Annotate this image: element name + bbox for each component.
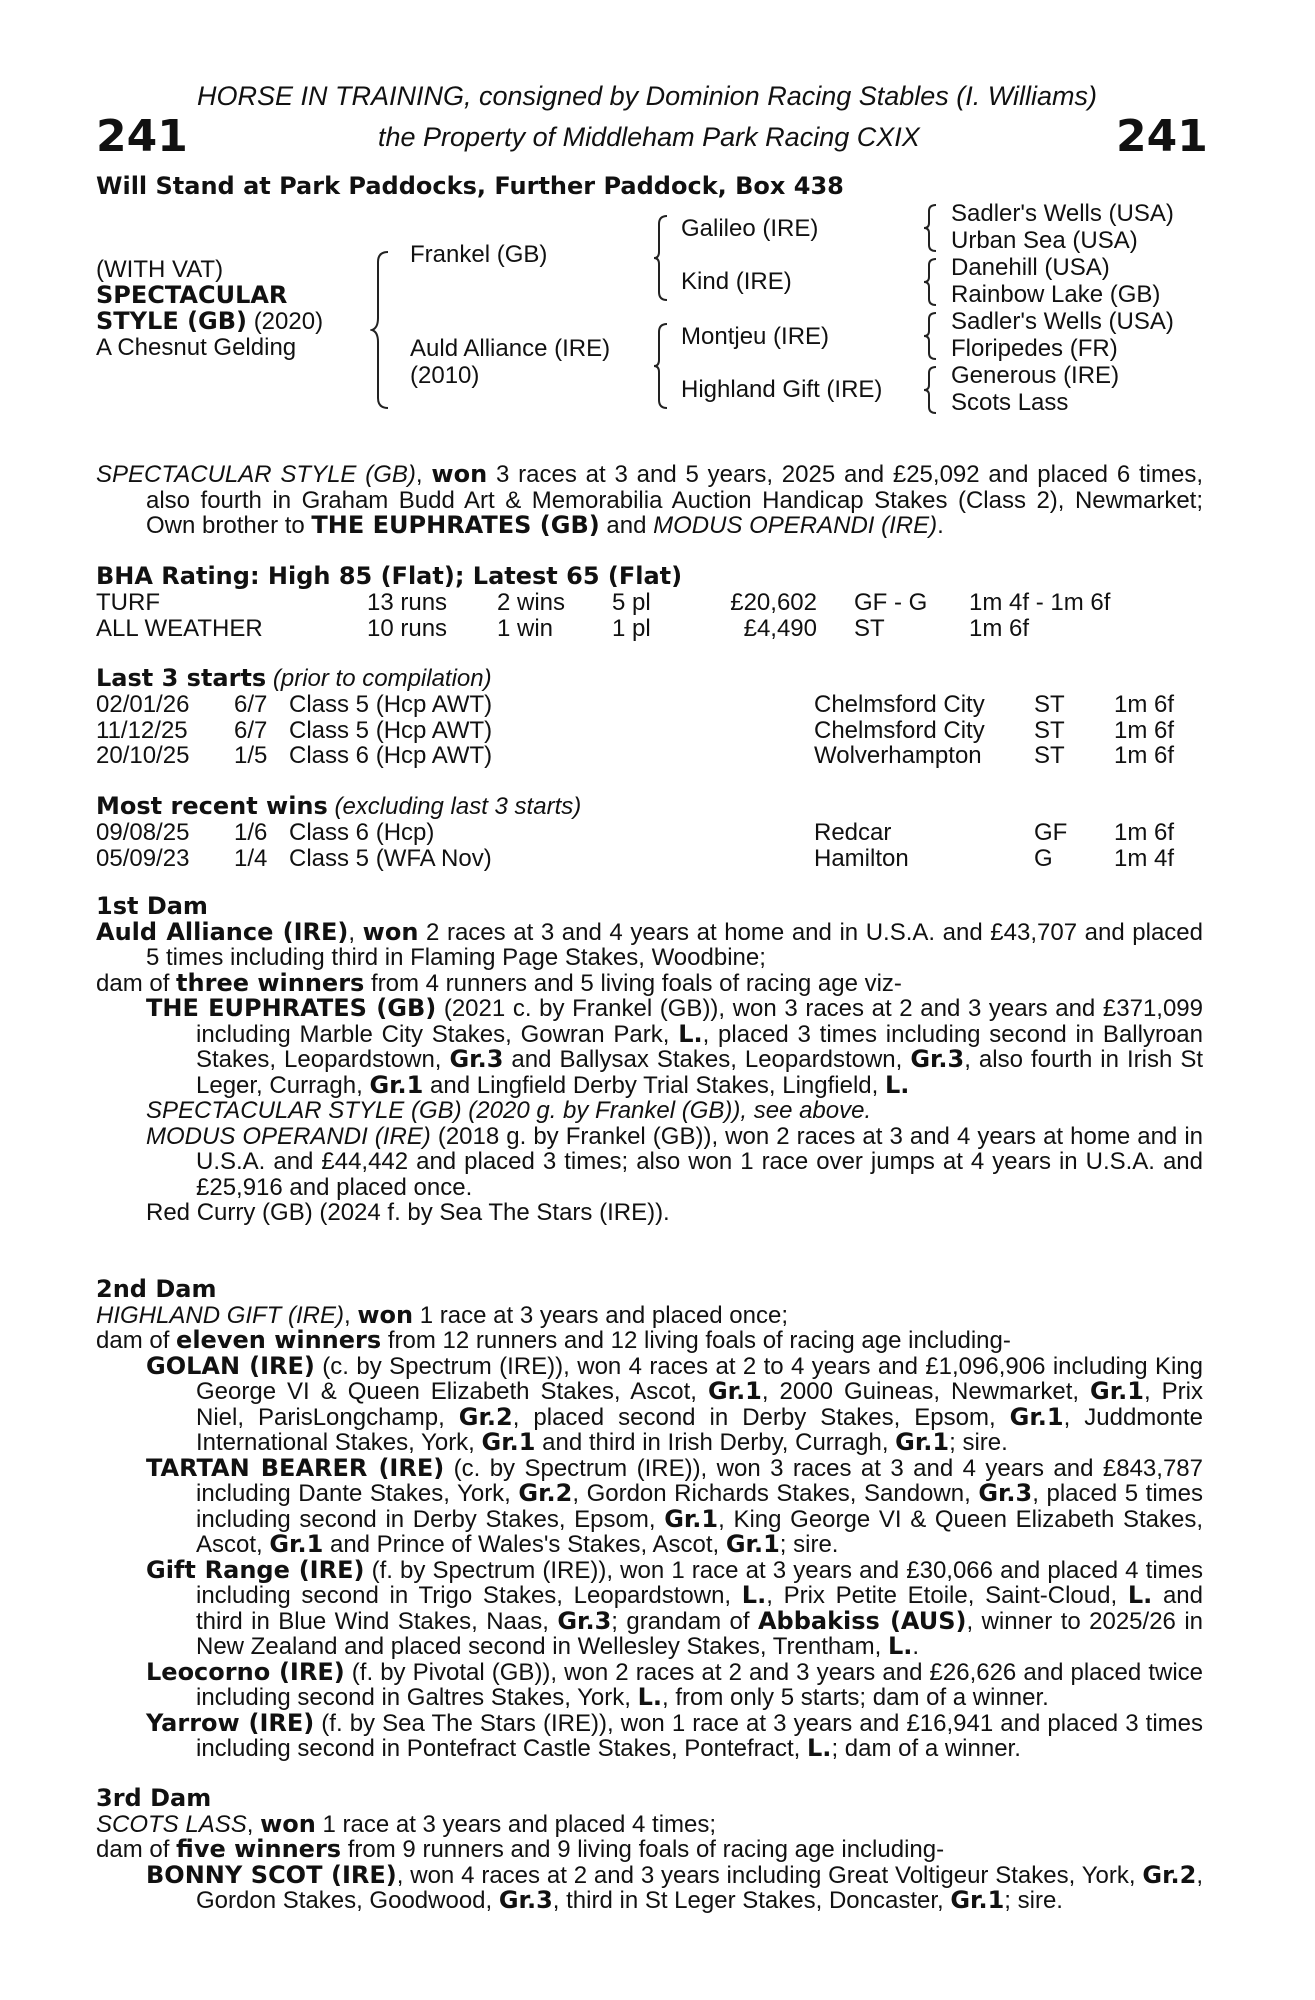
- second-dam-section: 2nd Dam HIGHLAND GIFT (IRE), won 1 race at 3 years and placed once; dam of eleven winners from 12 runners and 12 living foals of racing age including- GOLAN (IRE) (c. by Spectrum (IRE)), won 4 races at 2 to 4 years and £1,096,906 including King George VI & Queen Elizabeth Stakes, Ascot, Gr.1, 2000 Guineas, Newmarket, Gr.1, Prix Niel, ParisLongchamp, Gr.2, placed second in Derby Stakes, Epsom, Gr.1, Juddmonte International Stakes, York, Gr.1 and third in Irish Derby, Curragh, Gr.1; sire. TARTAN BEARER (IRE) (c. by Spectrum (IRE)), won 3 races at 3 and 4 years and £843,787 including Dante Stakes, York, Gr.2, Gordon Richards Stakes, Sandown, Gr.3, placed 5 times including second in Derby Stakes, Epsom, Gr.1, King George VI & Queen Elizabeth Stakes, Ascot, Gr.1 and Prince of Wales's Stakes, Ascot, Gr.1; sire. Gift Range (IRE) (f. by Spectrum (IRE)), won 1 race at 3 years and £30,066 and placed 4 times including second in Trigo Stakes, Leopardstown, L., Prix Petite Etoile, Saint-Cloud, L. and third in Blue Wind Stakes, Naas, Gr.3; grandam of Abbakiss (AUS), winner to 2025/26 in New Zealand and placed second in Wellesley Stakes, Trentham, L.. Leocorno (IRE) (f. by Pivotal (GB)), won 2 races at 2 and 3 years and £26,626 and placed twice including second in Galtres Stakes, York, L., from only 5 starts; dam of a winner. Yarrow (IRE) (f. by Sea The Stars (IRE)), won 1 race at 3 years and £16,941 and placed 3 times including second in Pontefract Castle Stakes, Pontefract, L.; dam of a winner.: [96, 1275, 1203, 1762]
- recent-wins-table: [96, 820, 1174, 871]
- grandsire-g4: Rainbow Lake (GB): [951, 281, 1161, 308]
- horse-name-line1: SPECTACULAR: [96, 281, 288, 309]
- property-line: the Property of Middleham Park Racing CXIX: [378, 122, 920, 152]
- grandsire-g6: Floripedes (FR): [951, 335, 1118, 362]
- sire-dam: Kind (IRE): [681, 268, 792, 295]
- lot-number-right: 241: [1116, 111, 1208, 162]
- dam-dam: Highland Gift (IRE): [681, 376, 883, 403]
- grandsire-g3: Danehill (USA): [951, 254, 1110, 281]
- third-dam-heading: 3rd Dam: [96, 1784, 212, 1812]
- dam-year: (2010): [410, 362, 480, 389]
- sire: Frankel (GB): [410, 241, 548, 268]
- horse-description: A Chesnut Gelding: [96, 334, 297, 361]
- table-row: 05/09/23 1/4 Class 5 (WFA Nov) Hamilton G 1m 4f: [96, 844, 1175, 872]
- grandsire-g2: Urban Sea (USA): [951, 227, 1138, 254]
- lot-number-left: 241: [96, 111, 188, 162]
- grandsire-g5: Sadler's Wells (USA): [951, 308, 1174, 335]
- table-row: 20/10/25 1/5 Class 6 (Hcp AWT) Wolverhampton ST 1m 6f: [96, 742, 1175, 769]
- recent-wins-heading: Most recent wins (excluding last 3 starts): [96, 792, 582, 820]
- pedigree-brace-g2: [922, 257, 940, 307]
- grandsire-g8: Scots Lass: [951, 389, 1069, 416]
- table-row: 11/12/25 6/7 Class 5 (Hcp AWT) Chelmsford City ST 1m 6f: [96, 716, 1175, 744]
- stable-location: Will Stand at Park Paddocks, Further Paddock, Box 438: [96, 172, 844, 200]
- sire-sire: Galileo (IRE): [681, 215, 819, 242]
- rating-table: [96, 590, 1110, 641]
- table-row: 09/08/25 1/6 Class 6 (Hcp) Redcar GF 1m 6f: [96, 819, 1175, 846]
- first-dam-heading: 1st Dam: [96, 892, 208, 920]
- last-starts-heading: Last 3 starts (prior to compilation): [96, 664, 492, 692]
- pedigree-brace-g4: [922, 365, 940, 415]
- pedigree-brace-dam: [652, 322, 672, 410]
- table-row: 02/01/26 6/7 Class 5 (Hcp AWT) Chelmsford City ST 1m 6f: [96, 691, 1175, 718]
- pedigree-brace-main: [370, 250, 394, 410]
- dam-sire: Montjeu (IRE): [681, 323, 830, 350]
- first-dam-section: 1st Dam Auld Alliance (IRE), won 2 races at 3 and 4 years at home and in U.S.A. and £43,707 and placed 5 times including third in Flaming Page Stakes, Woodbine; dam of three winners from 4 runners and 5 living foals of racing age viz- THE EUPHRATES (GB) (2021 c. by Frankel (GB)), won 3 races at 2 and 3 years and £371,099 including Marble City Stakes, Gowran Park, L., placed 3 times including second in Ballyroan Stakes, Leopardstown, Gr.3 and Ballysax Stakes, Leopardstown, Gr.3, also fourth in Irish St Leger, Curragh, Gr.1 and Lingfield Derby Trial Stakes, Lingfield, L. SPECTACULAR STYLE (GB) (2020 g. by Frankel (GB)), see above. MODUS OPERANDI (IRE) (2018 g. by Frankel (GB)), won 2 races at 3 and 4 years at home and in U.S.A. and £44,442 and placed 3 times; also won 1 race over jumps at 4 years in U.S.A. and £25,916 and placed once. Red Curry (GB) (2024 f. by Sea The Stars (IRE)).: [96, 892, 1203, 1226]
- grandsire-g1: Sadler's Wells (USA): [951, 200, 1174, 227]
- bha-rating-heading: BHA Rating: High 85 (Flat); Latest 65 (Flat): [96, 562, 683, 590]
- third-dam-section: 3rd Dam SCOTS LASS, won 1 race at 3 years and placed 4 times; dam of five winners from 9 runners and 9 living foals of racing age including- BONNY SCOT (IRE), won 4 races at 2 and 3 years including Great Voltigeur Stakes, York, Gr.2, Gordon Stakes, Goodwood, Gr.3, third in St Leger Stakes, Doncaster, Gr.1; sire.: [96, 1784, 1203, 1914]
- table-row: ALL WEATHER 10 runs 1 win 1 pl £4,490 ST 1m 6f: [96, 614, 1030, 642]
- second-dam-heading: 2nd Dam: [96, 1275, 217, 1303]
- pedigree-brace-g1: [922, 203, 940, 253]
- pedigree-brace-sire: [652, 214, 672, 302]
- dam: Auld Alliance (IRE): [410, 335, 611, 362]
- last-starts-table: [96, 692, 1174, 769]
- table-row: TURF 13 runs 2 wins 5 pl £20,602 GF - G 1m 4f - 1m 6f: [96, 589, 1111, 616]
- grandsire-g7: Generous (IRE): [951, 362, 1120, 389]
- horse-name-line2: STYLE (GB) (2020): [96, 307, 324, 335]
- consignor-line: HORSE IN TRAINING, consigned by Dominion Racing Stables (I. Williams): [197, 81, 1098, 111]
- vat-note: (WITH VAT): [96, 256, 224, 283]
- pedigree-brace-g3: [922, 311, 940, 361]
- race-summary: SPECTACULAR STYLE (GB), won 3 races at 3 and 5 years, 2025 and £25,092 and placed 6 times, also fourth in Graham Budd Art & Memorabilia Auction Handicap Stakes (Class 2), Newmarket; Own brother to THE EUPHRATES (GB) and MODUS OPERANDI (IRE).: [96, 460, 1203, 539]
